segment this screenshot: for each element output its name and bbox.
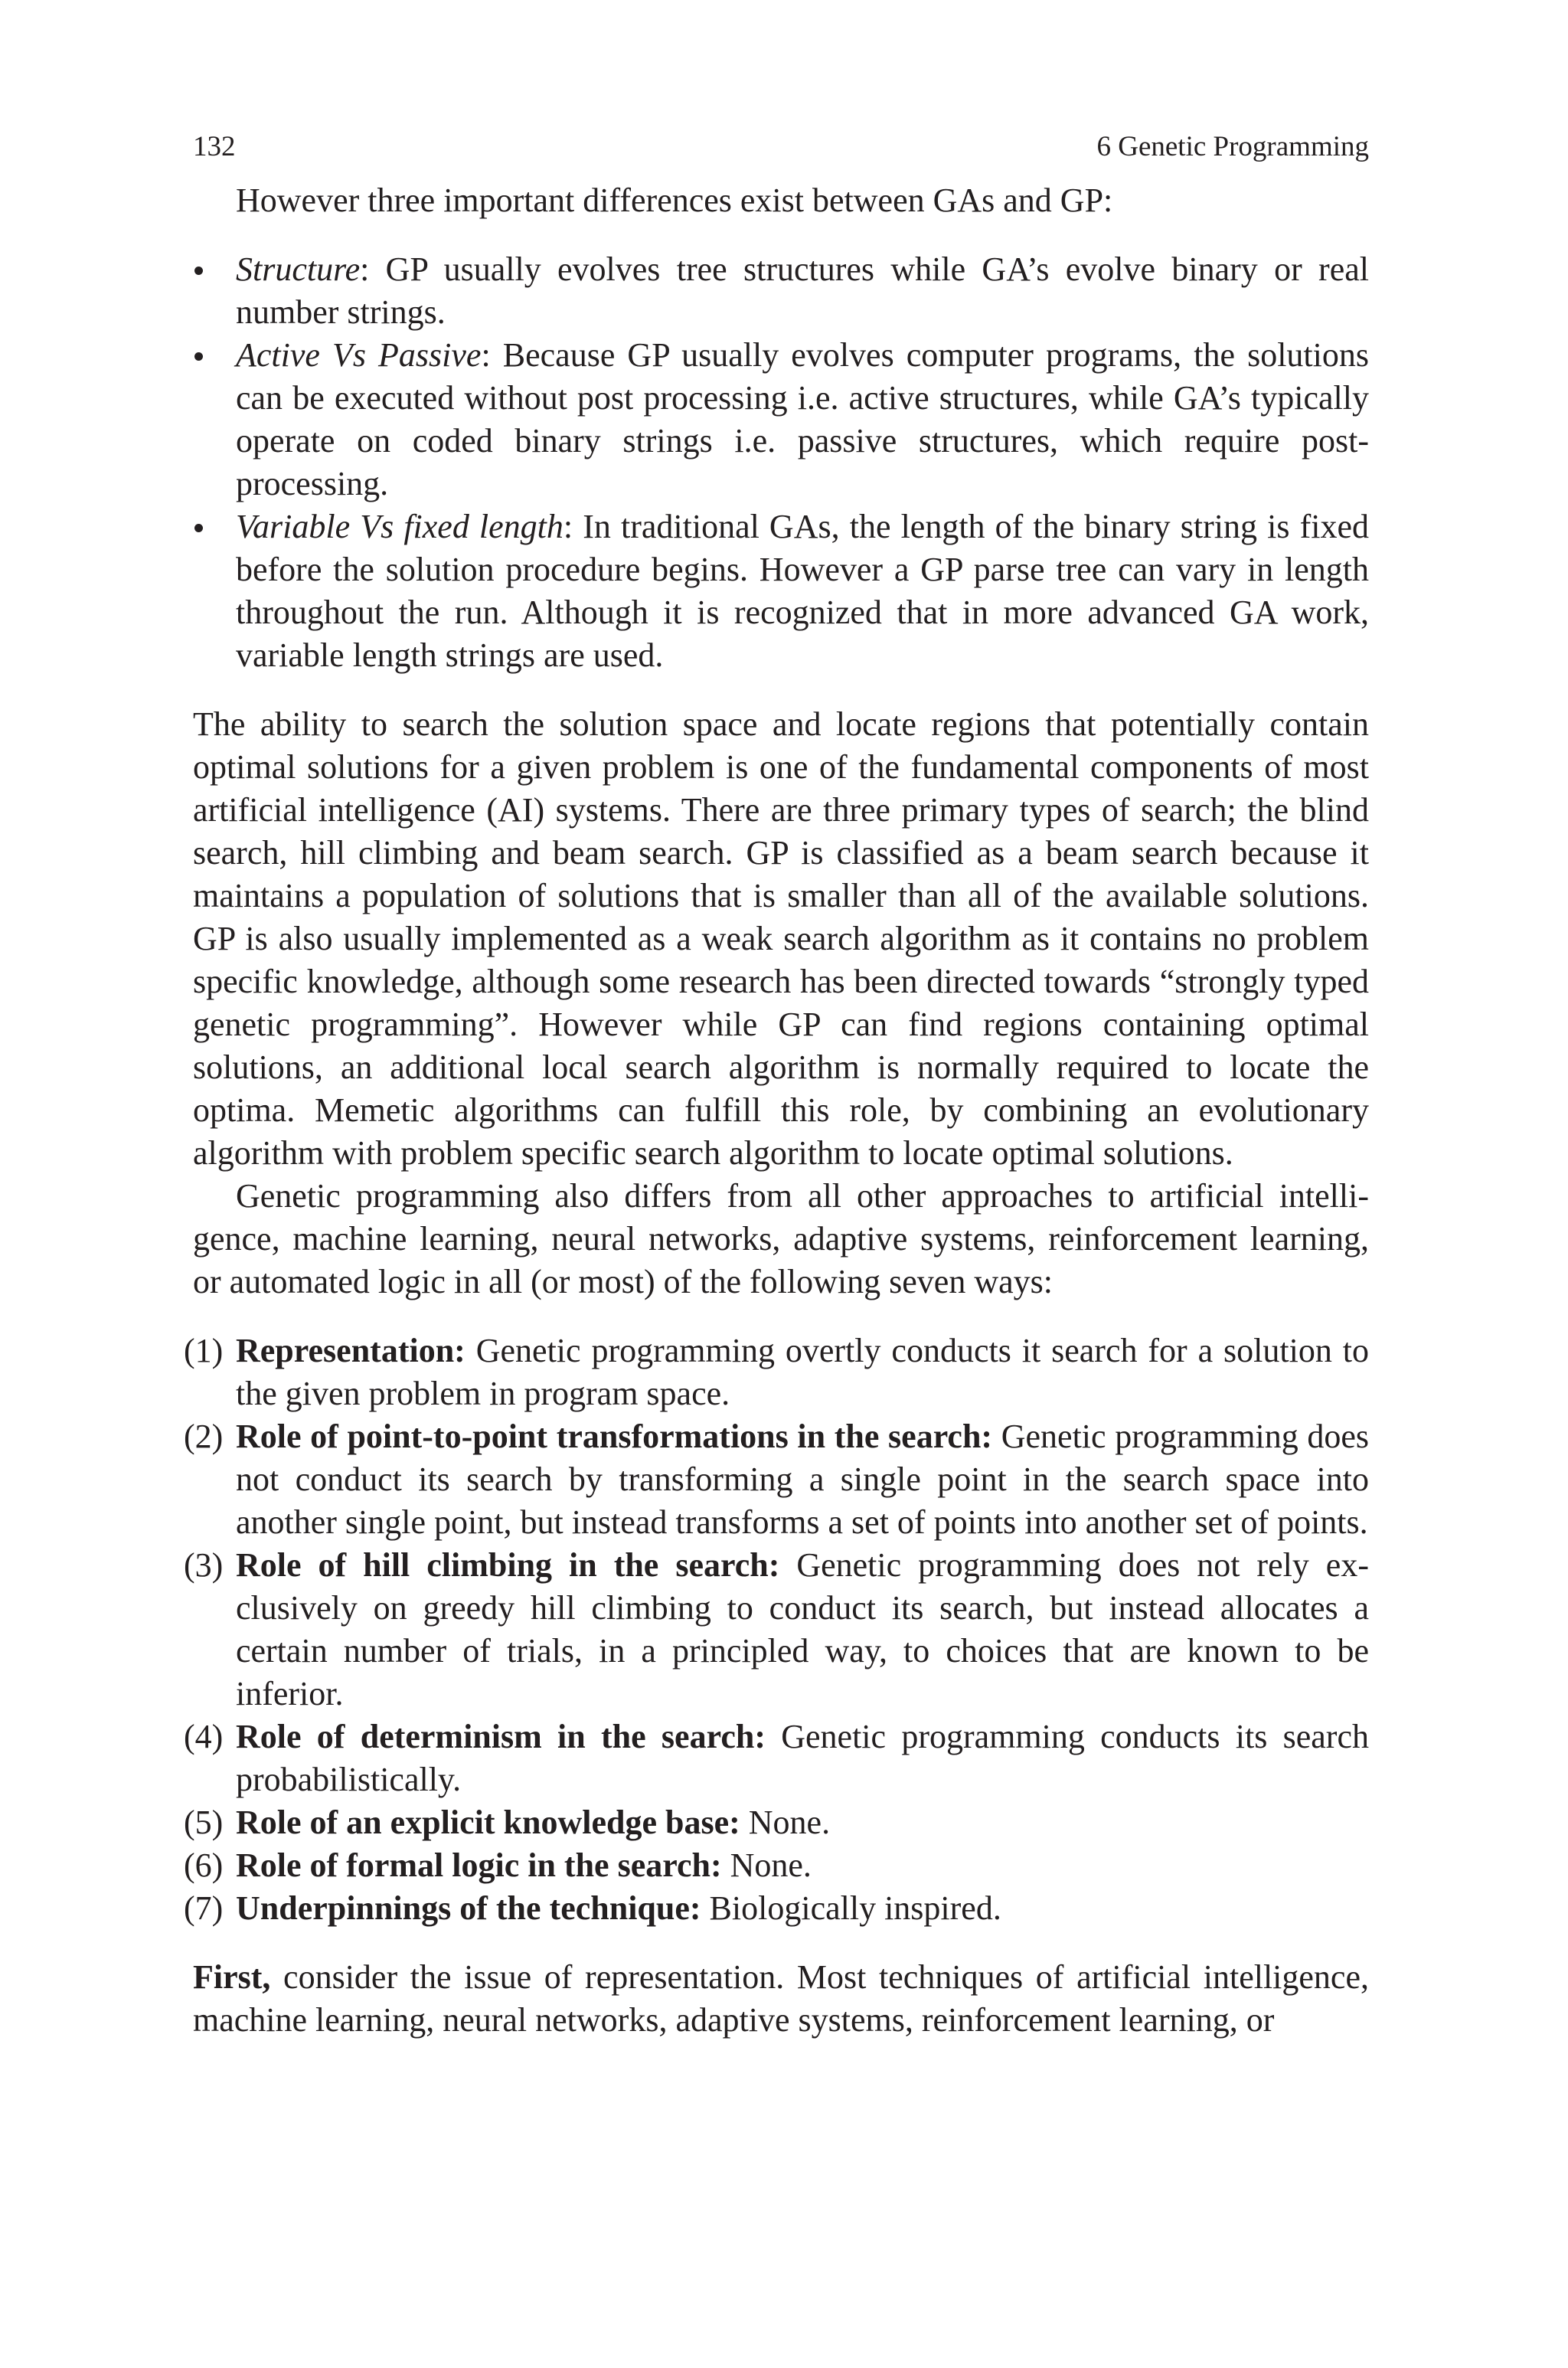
bullet-text: : In traditional GAs, the length of the binary string is fixed before the solution procedure begins. However a GP parse tree can vary in length throughout the run. Although it is recognized that in more advanced GA work, variable length strings are used. [236, 508, 1369, 674]
list-item [184, 1715, 1369, 1801]
list-item [184, 1544, 1369, 1715]
chapter-title: 6 Genetic Programming [1096, 131, 1369, 162]
bullet-term: Variable Vs fixed length [236, 508, 564, 545]
paragraph-differences: Genetic programming also differs from all other approaches to artificial intelligence, machine learning, neural networks, adaptive systems, reinforcement learning, or automated logic in all (or most) of the following seven ways: [193, 1177, 1369, 1300]
differences-list [193, 248, 1369, 677]
book-page [184, 123, 1369, 2042]
item-text: Genetic programming conducts its search probabilistically. [236, 1718, 1369, 1798]
intro-sentence: However three important differences exist between GAs and GP: [236, 182, 1113, 219]
bullet-text: : Because GP usually evolves computer programs, the solutions can be executed without post processing i.e. active structures, while GA’s typically operate on coded binary strings i.e. passive structures, which require post-processing. [236, 336, 1369, 502]
list-item [184, 1844, 1369, 1887]
item-text: Genetic programming does not rely exclusively on greedy hill climbing to conduct its search, but instead allocates a certain number of trials, in a principled way, to choices that are known to be inferior. [236, 1546, 1369, 1712]
bullet-icon [194, 267, 203, 275]
item-heading: Role of determinism in the search: [236, 1718, 766, 1755]
list-item [193, 248, 1369, 334]
bullet-term: Active Vs Passive [236, 336, 482, 374]
item-heading: Underpinnings of the technique: [236, 1889, 701, 1927]
list-item [184, 1330, 1369, 1415]
bullet-term: Structure [236, 250, 361, 288]
list-item [193, 334, 1369, 505]
paragraph-representation [193, 1956, 1369, 2042]
item-number: (1) [184, 1332, 224, 1369]
list-item [193, 505, 1369, 677]
item-heading: Representation: [236, 1332, 466, 1369]
paragraph-lead-word: First, [193, 1958, 271, 1996]
item-text: None. [740, 1804, 831, 1841]
item-heading: Role of hill climbing in the search: [236, 1546, 780, 1584]
list-item [184, 1801, 1369, 1844]
item-number: (6) [184, 1846, 224, 1884]
item-text: None. [721, 1846, 812, 1884]
item-number: (4) [184, 1718, 224, 1755]
item-heading: Role of formal logic in the search: [236, 1846, 722, 1884]
item-number: (7) [184, 1889, 224, 1927]
item-number: (3) [184, 1546, 224, 1584]
list-item [184, 1887, 1369, 1930]
page-number: 132 [193, 131, 236, 162]
bullet-icon [194, 352, 203, 361]
bullet-text: : GP usually evolves tree structures while GA’s evolve binary or real number strings. [236, 250, 1369, 331]
item-text: Biologically inspired. [701, 1889, 1001, 1927]
item-text: Genetic programming overtly conducts it search for a solution to the given problem in program space. [236, 1332, 1369, 1412]
seven-ways-list [184, 1330, 1369, 1930]
item-heading: Role of an explicit knowledge base: [236, 1804, 740, 1841]
paragraph-text: consider the issue of representation. Most techniques of artificial intelligence, machine learning, neural networks, adaptive systems, reinforcement learning, or [193, 1958, 1369, 2039]
body-text [193, 703, 1369, 1303]
item-number: (2) [184, 1418, 224, 1455]
item-text: Genetic programming does not conduct its search by transforming a single point in the search space into another single point, but instead transforms a set of points into another set of points. [236, 1418, 1369, 1541]
running-head [193, 123, 1369, 172]
list-item [184, 1415, 1369, 1544]
item-number: (5) [184, 1804, 224, 1841]
bullet-icon [194, 524, 203, 532]
paragraph-search: The ability to search the solution space and locate regions that potentially contain optimal solutions for a given problem is one of the fundamental components of most artificial intelligence (AI) systems. There are three primary types of search; the blind search, hill climbing and beam search. GP is classified as a beam search because it maintains a population of solutions that is smaller than all of the available solutions. GP is also usually implemented as a weak search algorithm as it contains no problem specific knowledge, although some research has been directed towards “strongly typed genetic programming”. However while GP can find regions containing optimal solutions, an additional local search algorithm is normally required to locate the optima. Memetic algorithms can fulfill this role, by combining an evolutionary algorithm with problem specific search algorithm to locate optimal solutions. [193, 705, 1369, 1172]
item-heading: Role of point-to-point transformations in the search: [236, 1418, 993, 1455]
